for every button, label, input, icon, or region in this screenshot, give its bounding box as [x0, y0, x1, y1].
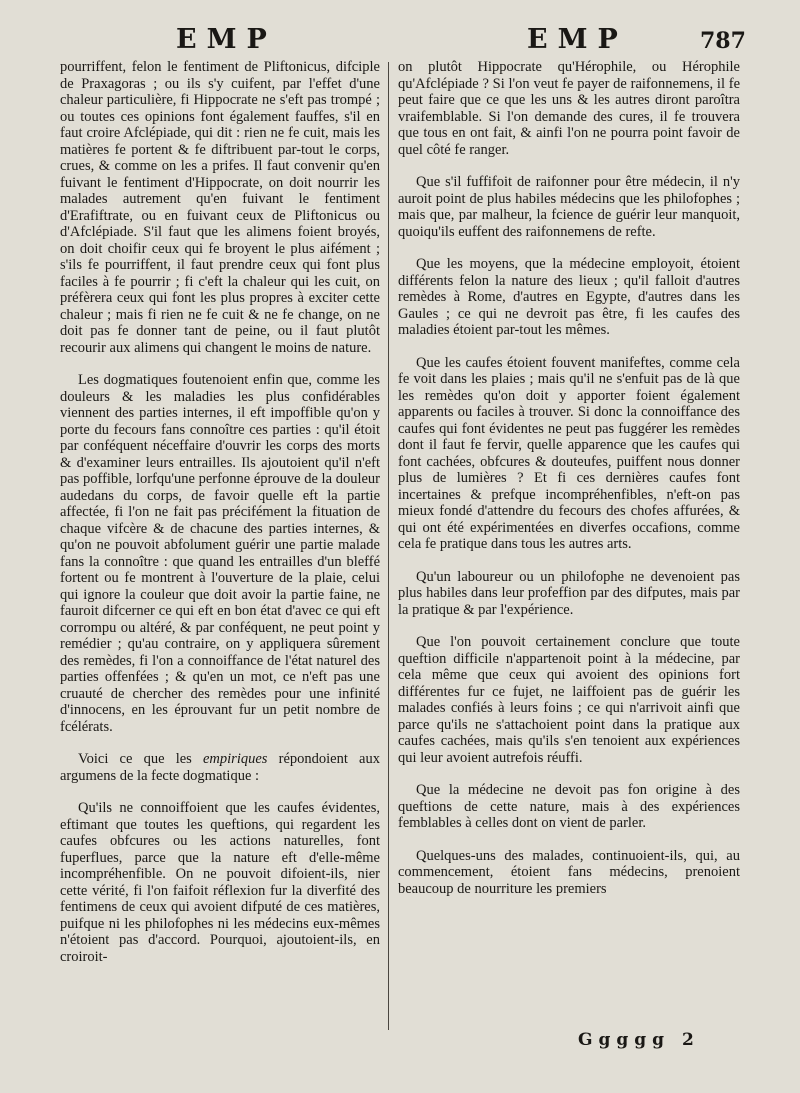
left-paragraph-3-start: Voici ce que les — [78, 751, 203, 767]
left-paragraph-3-end: répondoient aux argumens de la fecte dogmatique : — [60, 751, 380, 784]
right-paragraph-5: Qu'un laboureur ou un philofophe ne devenoient pas plus habiles dans leur profeffion par des difputes, mais par la pratique & par l'expérience. — [398, 568, 740, 618]
left-column — [60, 59, 380, 965]
signature-mark: Ggggg 2 — [578, 1030, 700, 1050]
right-column — [398, 59, 740, 897]
emphasis-empiriques: empiriques — [203, 751, 268, 767]
column-divider — [388, 62, 389, 1030]
right-paragraph-1: on plutôt Hippocrate qu'Hérophile, ou Hérophile qu'Afclépiade ? Si l'on veut fe payer de raifonnemens, il fe peut faire que ce que les uns & les autres diront paroîtra vraifemblable. Si l'on demande des cures, il fe trouvera que tous en ont fait, & ainfi l'on ne pourra point favoir de quel côté fe ranger. — [398, 59, 740, 158]
left-paragraph-4: Qu'ils ne connoiffoient que les caufes évidentes, eftimant que toutes les queftions, qui regardent les caufes obfcures ou les actions naturelles, font fuperflues, parce que la nature eft d'elle-même incompréhenfible. On ne pouvoit difoient-ils, nier cette vérité, fi l'on faifoit réflexion fur la diverfité des fentimens de ceux qui avoient difputé de ces matières, puifque ni les philofophes ni les médecins eux-mêmes n'étoient pas d'accord. Pourquoi, ajoutoient-ils, en croiroit- — [60, 800, 380, 965]
left-paragraph-3 — [60, 751, 380, 784]
right-paragraph-8: Quelques-uns des malades, continuoient-ils, qui, au commencement, étoient fans médecins, prenoient beaucoup de nourriture les premiers — [398, 847, 740, 897]
page-header — [0, 20, 800, 60]
left-paragraph-1: pourriffent, felon le fentiment de Pliftonicus, difciple de Praxagoras ; ou ils s'y cuifent, par l'effet d'une chaleur particulière, fi Hippocrate ne s'eft pas trompé ; ou toutes ces opinions font également fauffes, s'il en faut croire Afclépiade, qui dit : rien ne fe cuit, mais les matières fe portent & fe diftribuent par-tout le corps, crues, & comme on les a prifes. Il faut convenir qu'en fuivant le fentiment d'Hippocrate, on doit nourrir les malades autrement qu'en fuivant le fentiment d'Erafiftrate, ou en fuivant ceux de Pliftonicus ou d'Afclépiade. S'il faut que les alimens foient broyés, on doit choifir ceux qui fe broyent le plus aifément ; s'ils fe pourriffent, il faut prendre ceux qui font plus faciles à fe pourrir ; fi c'eft la chaleur qui les cuit, on préfèrera ceux qui font les plus propres à exciter cette chaleur ; mais fi rien ne fe cuit & ne fe change, on ne doit pas fe donner tant de peine, ou il faut plutôt recourir aux alimens qui changent le moins de nature. — [60, 59, 380, 356]
right-paragraph-3: Que les moyens, que la médecine employoit, étoient différents felon la nature des lieux ; qu'il falloit d'autres remèdes à Rome, d'autres en Egypte, d'autres dans les Gaules ; ce qui ne devroit pas être, fi les caufes des maladies étoient par-tout les mêmes. — [398, 256, 740, 338]
running-head-right: EMP — [527, 24, 628, 55]
left-paragraph-2: Les dogmatiques foutenoient enfin que, comme les douleurs & les maladies les plus confidérables viennent des parties internes, il eft impoffible qu'on y porte du fecours fans connoître ces parties : qu'il étoit par conféquent néceffaire d'ouvrir les corps des morts & d'examiner leurs entrailles. Ils ajoutoient qu'il n'eft pas poffible, lorfqu'une perfonne éprouve de la douleur audedans du corps, de favoir quelle eft la partie affectée, fi l'on ne fait pas précifément la fituation de chaque vifcère & de chacune des parties internes, & qu'on ne pouvoit abfolument guérir une partie malade fans la connoître : que quand les entrailles d'un bleffé fortent ou fe montrent à l'ouverture de la plaie, celui qui ignore la couleur que doit avoir la partie faine, ne fauroit difcerner ce qui eft en bon état d'avec ce qui eft corrompu ou altéré, & par conféquent, ne peut point y remédier ; qu'au contraire, on y appliquera sûrement des remèdes, fi l'on a connoiffance de l'état naturel des parties offenfées ; & qu'en un mot, ce n'eft pas une cruauté de chercher des remèdes pour une infinité d'innocens, en les éprouvant fur un petit nombre de fcélérats. — [60, 372, 380, 735]
page-number: 787 — [700, 28, 746, 54]
right-paragraph-6: Que l'on pouvoit certainement conclure que toute queftion difficile n'appartenoit point à la médecine, par cela même que ceux qui avoient des opinions fort différentes fur ce fujet, ne laiffoient pas de guérir les malades confiés à leurs foins ; ce qui n'arrivoit ainfi que parce qu'ils ne s'attachoient point dans la pratique aux caufes cachées, mais qu'ils s'en tenoient aux expériences qui leur avoient autrefois réuffi. — [398, 634, 740, 766]
right-paragraph-4: Que les caufes étoient fouvent manifeftes, comme cela fe voit dans les plaies ; mais qu'il ne s'enfuit pas de là que les remèdes qu'on doit y apporter foient également apparents ou faciles à trouver. Si donc la connoiffance des caufes qui font évidentes ne peut pas fuggérer les remèdes dont il faut fe fervir, quelle apparence que les caufes qui font cachées, obfcures & douteufes, puiffent nous donner plus de lumières ? Et fi ces dernières caufes font incertaines & prefque incompréhenfibles, n'eft-on pas mieux fondé d'attendre du fecours des chofes affurées, & qui ont été expérimentées en diverfes occafions, comme cela fe pratique dans tous les autres arts. — [398, 354, 740, 552]
right-paragraph-2: Que s'il fuffifoit de raifonner pour être médecin, il n'y auroit point de plus habiles médecins que les philofophes ; mais que, par malheur, la fcience de guérir leur manquoit, quoiqu'ils euffent des raifonnemens de refte. — [398, 174, 740, 240]
right-paragraph-7: Que la médecine ne devoit pas fon origine à des queftions de cette nature, mais à des expériences femblables à celles dont on vient de parler. — [398, 782, 740, 831]
running-head-left: EMP — [176, 24, 277, 55]
